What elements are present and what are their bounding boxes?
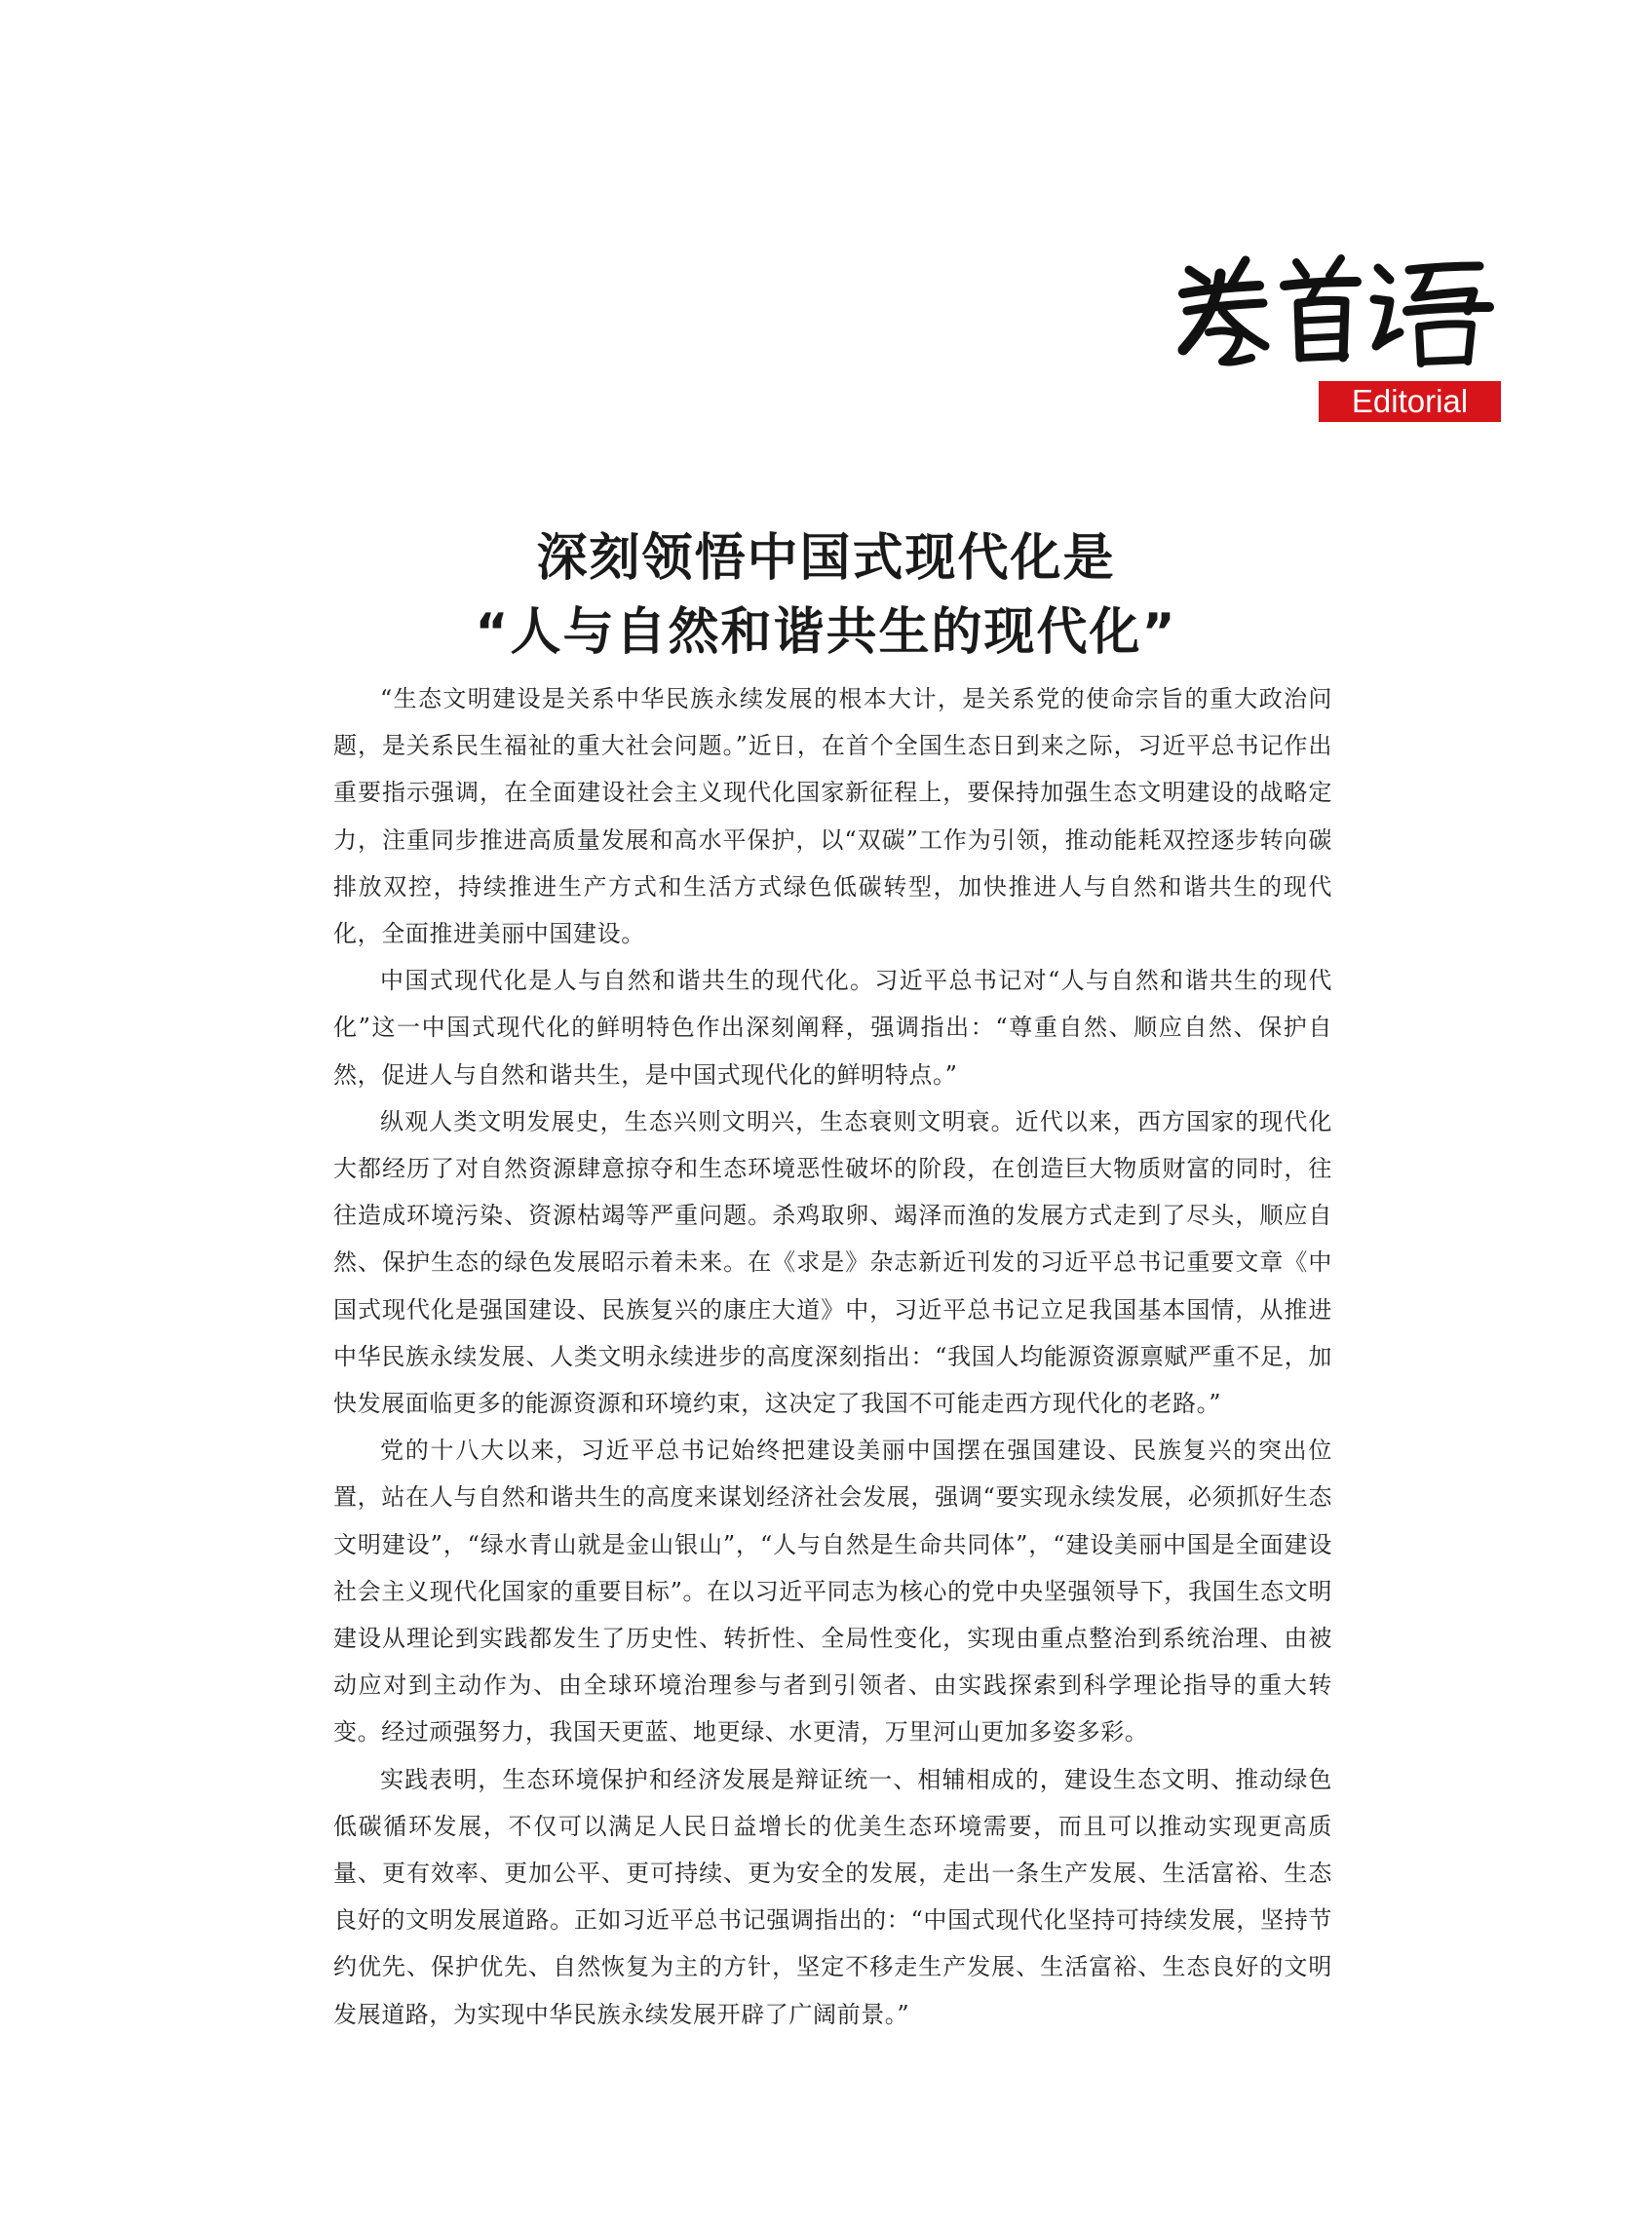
article-title [0,521,1652,670]
paragraph-5: 实践表明，生态环境保护和经济发展是辩证统一、相辅相成的，建设生态文明、推动绿色低碳循环发展，不仅可以满足人民日益增长的优美生态环境需要，而且可以推动实现更高质量、更有效率、更加公平、更可持续、更为安全的发展，走出一条生产发展、生活富裕、生态良好的文明发展道路。正如习近平总书记强调指出的：“中国式现代化坚持可持续发展，坚持节约优先、保护优先、自然恢复为主的方针，坚定不移走生产发展、生活富裕、生态良好的文明发展道路，为实现中华民族永续发展开辟了广阔前景。” [333,1765,1332,2028]
editorial-badge: Editorial [1319,381,1501,422]
title-line-1: 深刻领悟中国式现代化是 [536,528,1116,588]
paragraph-3: 纵观人类文明发展史，生态兴则文明兴，生态衰则文明衰。近代以来，西方国家的现代化大都经历了对自然资源肆意掠夺和生态环境恶性破坏的阶段，在创造巨大物质财富的同时，往往造成环境污染、资源枯竭等严重问题。杀鸡取卵、竭泽而渔的发展方式走到了尽头，顺应自然、保护生态的绿色发展昭示着未来。在《求是》杂志新近刊发的习近平总书记重要文章《中国式现代化是强国建设、民族复兴的康庄大道》中，习近平总书记立足我国基本国情，从推进中华民族永续发展、人类文明永续进步的高度深刻指出：“我国人均能源资源禀赋严重不足，加快发展面临更多的能源资源和环境约束，这决定了我国不可能走西方现代化的老路。” [333,1107,1332,1418]
title-line-2: “人与自然和谐共生的现代化” [475,602,1177,662]
column-masthead [1170,249,1501,424]
paragraph-2: 中国式现代化是人与自然和谐共生的现代化。习近平总书记对“人与自然和谐共生的现代化”这一中国式现代化的鲜明特色作出深刻阐释，强调指出：“尊重自然、顺应自然、保护自然，促进人与自然和谐共生，是中国式现代化的鲜明特点。” [333,967,1332,1089]
paragraph-4: 党的十八大以来，习近平总书记始终把建设美丽中国摆在强国建设、民族复兴的突出位置，站在人与自然和谐共生的高度来谋划经济社会发展，强调“要实现永续发展，必须抓好生态文明建设”，“绿水青山就是金山银山”，“人与自然是生命共同体”，“建设美丽中国是全面建设社会主义现代化国家的重要目标”。在以习近平同志为核心的党中央坚强领导下，我国生态文明建设从理论到实践都发生了历史性、转折性、全局性变化，实现由重点整治到系统治理、由被动应对到主动作为、由全球环境治理参与者到引领者、由实践探索到科学理论指导的重大转变。经过顽强努力，我国天更蓝、地更绿、水更清，万里河山更加多姿多彩。 [333,1437,1332,1746]
paragraph-1: “生态文明建设是关系中华民族永续发展的根本大计，是关系党的使命宗旨的重大政治问题，是关系民生福祉的重大社会问题。”近日，在首个全国生态日到来之际，习近平总书记作出重要指示强调，在全面建设社会主义现代化国家新征程上，要保持加强生态文明建设的战略定力，注重同步推进高质量发展和高水平保护，以“双碳”工作为引领，推动能耗双控逐步转向碳排放双控，持续推进生产方式和生活方式绿色低碳转型，加快推进人与自然和谐共生的现代化，全面推进美丽中国建设。 [333,685,1332,948]
article-body [333,675,1332,2038]
calligraphy-logo [1170,249,1501,375]
